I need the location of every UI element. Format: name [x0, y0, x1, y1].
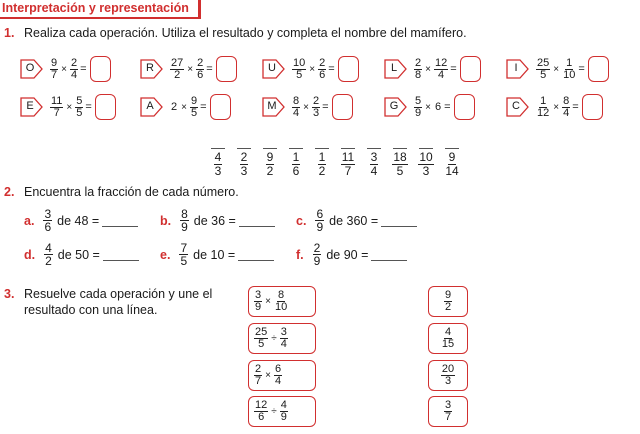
numerator: 3 — [370, 150, 378, 164]
answer-box[interactable] — [332, 94, 353, 120]
item-label: a. — [24, 213, 35, 228]
answer-key-fraction — [266, 151, 275, 178]
q3-number: 3. — [4, 287, 15, 301]
answer-box[interactable] — [588, 56, 609, 82]
operator: × — [303, 101, 309, 113]
denominator: 6 — [319, 68, 326, 81]
fraction-item — [160, 208, 275, 233]
numerator: 1 — [566, 56, 573, 69]
letter-label: R — [146, 62, 154, 74]
operand-fraction — [254, 400, 268, 423]
answer-box[interactable] — [90, 56, 111, 82]
result-fraction — [444, 290, 452, 313]
operator: × — [187, 63, 194, 75]
numerator: 3 — [255, 289, 262, 301]
blank-line — [289, 148, 303, 149]
answer-key-fraction — [341, 151, 355, 178]
numerator: 12 — [255, 399, 268, 411]
operand-fraction — [312, 96, 320, 119]
item-text: de 360 = — [329, 213, 379, 228]
result-card[interactable] — [428, 323, 468, 354]
answer-key-stack — [263, 148, 277, 178]
denominator: 5 — [190, 106, 198, 119]
answer-key-fraction — [418, 151, 433, 178]
letter-arrow-icon — [20, 58, 43, 80]
denominator: 14 — [445, 164, 459, 178]
numerator: 11 — [51, 94, 63, 107]
numerator: 11 — [341, 150, 355, 164]
numerator: 4 — [444, 326, 452, 338]
answer-key-fraction — [292, 151, 301, 178]
fraction-item — [296, 208, 417, 233]
answer-key-stack — [443, 148, 460, 178]
answer-key-cell — [387, 148, 413, 178]
letter-arrow-icon — [262, 58, 285, 80]
operand-fraction — [434, 58, 448, 81]
numerator: 9 — [266, 150, 274, 164]
answer-key-cell — [205, 148, 231, 178]
numerator: 18 — [393, 150, 407, 164]
numerator: 1 — [540, 94, 547, 107]
denominator: 7 — [53, 106, 60, 119]
result-card[interactable] — [428, 360, 468, 391]
operand-fraction — [196, 58, 204, 81]
item-label: e. — [160, 247, 171, 262]
denominator: 3 — [422, 164, 430, 178]
result-fraction — [441, 364, 455, 387]
answer-key-fraction — [370, 151, 379, 178]
answer-key-stack — [289, 148, 303, 178]
operation-card[interactable] — [248, 396, 316, 427]
item-text: de 90 = — [326, 247, 369, 262]
operation-item — [20, 93, 116, 121]
item-label: f. — [296, 247, 304, 262]
numerator: 10 — [293, 56, 306, 69]
operation-card[interactable] — [248, 323, 316, 354]
operand-fraction — [70, 58, 78, 81]
operation-item — [384, 93, 475, 121]
operation-item — [506, 55, 609, 83]
item-fraction — [179, 242, 188, 267]
answer-box[interactable] — [216, 56, 237, 82]
answer-key-cell — [361, 148, 387, 178]
fraction-item — [296, 242, 407, 267]
answer-key-stack — [367, 148, 381, 178]
denominator: 2 — [318, 164, 326, 178]
q3-instruction-line2: resultado con una línea. — [24, 303, 158, 317]
numerator: 2 — [313, 241, 321, 255]
numerator: 9 — [190, 94, 198, 107]
equals-sign: = — [450, 63, 457, 75]
denominator: 4 — [70, 68, 78, 81]
fraction-item — [160, 242, 274, 267]
denominator: 12 — [537, 106, 550, 119]
equals-sign: = — [80, 63, 87, 75]
operator: × — [61, 63, 67, 75]
denominator: 2 — [45, 254, 52, 268]
q1-answer-key — [205, 148, 465, 178]
answer-blank[interactable] — [238, 248, 274, 261]
blank-line — [211, 148, 225, 149]
operand-fraction — [536, 96, 550, 119]
blank-line — [367, 148, 381, 149]
denominator: 9 — [316, 220, 324, 234]
numerator: 9 — [51, 56, 58, 69]
result-card[interactable] — [428, 396, 468, 427]
operand-fraction — [280, 327, 288, 350]
numerator: 9 — [444, 289, 452, 301]
numerator: 3 — [44, 207, 52, 221]
operand-fraction — [50, 96, 63, 119]
equals-sign: = — [322, 101, 329, 113]
answer-box[interactable] — [582, 94, 603, 120]
operand-fraction — [414, 58, 422, 81]
numerator: 20 — [441, 363, 455, 375]
letter-label: O — [25, 62, 35, 74]
item-label: c. — [296, 213, 307, 228]
denominator: 4 — [563, 106, 570, 119]
denominator: 5 — [296, 68, 303, 81]
numerator: 27 — [171, 56, 184, 69]
denominator: 2 — [444, 301, 452, 313]
equals-sign: = — [572, 101, 579, 113]
answer-key-fraction — [240, 151, 249, 178]
answer-key-cell — [335, 148, 361, 178]
numerator: 8 — [293, 94, 300, 107]
answer-key-cell — [283, 148, 309, 178]
denominator: 6 — [197, 68, 204, 81]
operand-fraction — [562, 96, 570, 119]
denominator: 3 — [240, 164, 248, 178]
denominator: 4 — [438, 68, 445, 81]
numerator: 1 — [292, 150, 300, 164]
q2-number: 2. — [4, 185, 15, 199]
letter-arrow-icon — [506, 58, 529, 80]
numerator: 1 — [318, 150, 326, 164]
letter-label: C — [512, 100, 520, 112]
numerator: 25 — [537, 56, 550, 69]
operand-fraction — [254, 364, 262, 387]
letter-arrow-icon — [140, 96, 163, 118]
denominator: 5 — [396, 164, 404, 178]
operand-fraction — [254, 327, 268, 350]
letter-label: E — [26, 100, 34, 112]
answer-key-cell — [231, 148, 257, 178]
denominator: 5 — [76, 106, 83, 119]
result-fraction — [441, 327, 455, 350]
result-fraction — [444, 400, 452, 423]
operand-fraction — [280, 400, 288, 423]
numerator: 8 — [181, 207, 188, 221]
numerator: 6 — [274, 363, 282, 375]
denominator: 10 — [274, 301, 288, 313]
q2-instruction: Encuentra la fracción de cada número. — [24, 185, 239, 199]
numerator: 4 — [280, 399, 287, 411]
operand-fraction — [274, 364, 282, 387]
answer-key-stack — [391, 148, 408, 178]
denominator: 6 — [292, 164, 300, 178]
denominator: 9 — [181, 220, 188, 234]
denominator: 4 — [370, 164, 378, 178]
answer-box[interactable] — [454, 94, 475, 120]
answer-key-fraction — [318, 151, 327, 178]
answer-box[interactable] — [210, 94, 231, 120]
answer-key-stack — [417, 148, 434, 178]
numerator: 3 — [444, 399, 452, 411]
fraction-item — [24, 242, 139, 267]
section-header — [0, 0, 201, 19]
numerator: 25 — [255, 326, 268, 338]
item-label: b. — [160, 213, 172, 228]
result-card[interactable] — [428, 286, 468, 317]
letter-label: L — [390, 62, 398, 74]
letter-arrow-icon — [384, 96, 407, 118]
operation-item — [140, 93, 231, 121]
operand-fraction — [292, 96, 300, 119]
q1-instruction: Realiza cada operación. Utiliza el resultado y completa el nombre del mamífero. — [24, 26, 467, 40]
item-fraction — [180, 208, 189, 233]
blank-line — [445, 148, 459, 149]
blank-line — [263, 148, 277, 149]
operator: × — [425, 101, 431, 113]
whole-number: 6 — [434, 101, 442, 113]
numerator: 2 — [197, 56, 204, 69]
numerator: 4 — [214, 150, 222, 164]
answer-blank[interactable] — [371, 248, 407, 261]
item-label: d. — [24, 247, 36, 262]
denominator: 9 — [313, 254, 321, 268]
equals-sign: = — [444, 101, 451, 113]
equals-sign: = — [85, 101, 92, 113]
operation-card[interactable] — [248, 360, 316, 391]
operator: × — [553, 63, 560, 75]
operand-fraction — [190, 96, 198, 119]
operation-item — [140, 55, 237, 83]
denominator: 7 — [255, 375, 262, 387]
denominator: 2 — [266, 164, 274, 178]
numerator: 3 — [280, 326, 287, 338]
answer-key-cell — [257, 148, 283, 178]
answer-blank[interactable] — [103, 248, 139, 261]
operation-item — [262, 93, 353, 121]
denominator: 4 — [293, 106, 300, 119]
denominator: 9 — [255, 301, 262, 313]
operand-fraction — [414, 96, 422, 119]
numerator: 2 — [415, 56, 422, 69]
numerator: 8 — [278, 289, 285, 301]
denominator: 7 — [51, 68, 58, 81]
answer-blank[interactable] — [239, 214, 275, 227]
operator: × — [309, 63, 316, 75]
denominator: 9 — [415, 106, 422, 119]
numerator: 8 — [563, 94, 570, 107]
denominator: 9 — [280, 411, 287, 423]
equals-sign: = — [328, 63, 335, 75]
denominator: 5 — [540, 68, 547, 81]
item-text: de 10 = — [193, 247, 236, 262]
operator: ÷ — [271, 406, 277, 417]
answer-key-stack — [315, 148, 329, 178]
operand-fraction — [292, 58, 306, 81]
numerator: 4 — [45, 241, 52, 255]
answer-key-stack — [237, 148, 251, 178]
letter-arrow-icon — [384, 58, 407, 80]
item-text: de 48 = — [57, 213, 100, 228]
item-text: de 50 = — [57, 247, 100, 262]
q3-instruction-line1: Resuelve cada operación y une el — [24, 287, 213, 301]
section-title: Interpretación y representación — [2, 1, 189, 15]
operand-fraction — [562, 58, 576, 81]
numerator: 12 — [434, 56, 448, 69]
item-fraction — [315, 208, 324, 233]
equals-sign: = — [578, 63, 585, 75]
denominator: 3 — [444, 375, 452, 387]
denominator: 7 — [344, 164, 352, 178]
denominator: 2 — [174, 68, 181, 81]
item-fraction — [43, 208, 52, 233]
numerator: 7 — [180, 241, 188, 255]
operator: ÷ — [271, 333, 277, 344]
numerator: 6 — [316, 207, 324, 221]
q1-number: 1. — [4, 26, 15, 40]
operation-item — [262, 55, 359, 83]
denominator: 7 — [444, 411, 452, 423]
answer-key-fraction — [444, 151, 459, 178]
letter-label: A — [146, 100, 154, 112]
numerator: 2 — [312, 94, 320, 107]
operand-fraction — [318, 58, 326, 81]
answer-blank[interactable] — [381, 214, 417, 227]
answer-blank[interactable] — [102, 214, 138, 227]
letter-label: U — [268, 62, 276, 74]
operator: × — [265, 370, 271, 381]
item-text: de 36 = — [193, 213, 236, 228]
denominator: 4 — [280, 338, 287, 350]
denominator: 8 — [415, 68, 422, 81]
operand-fraction — [254, 290, 262, 313]
operand-fraction — [75, 96, 83, 119]
operand-fraction — [536, 58, 550, 81]
numerator: 5 — [76, 94, 83, 107]
answer-box[interactable] — [95, 94, 116, 120]
denominator: 10 — [563, 68, 576, 81]
operation-item — [20, 55, 111, 83]
answer-key-fraction — [392, 151, 407, 178]
letter-arrow-icon — [506, 96, 529, 118]
operator: × — [181, 101, 187, 113]
answer-key-stack — [211, 148, 225, 178]
denominator: 6 — [44, 220, 52, 234]
numerator: 2 — [240, 150, 248, 164]
denominator: 3 — [214, 164, 222, 178]
letter-label: M — [267, 100, 277, 112]
answer-key-stack — [340, 148, 356, 178]
equals-sign: = — [206, 63, 213, 75]
answer-key-cell — [309, 148, 335, 178]
numerator: 2 — [70, 56, 78, 69]
answer-box[interactable] — [338, 56, 359, 82]
numerator: 10 — [419, 150, 433, 164]
operand-fraction — [274, 290, 288, 313]
denominator: 5 — [258, 338, 265, 350]
denominator: 3 — [312, 106, 320, 119]
numerator: 5 — [415, 94, 422, 107]
operator: × — [425, 63, 431, 75]
answer-box[interactable] — [460, 56, 481, 82]
equals-sign: = — [200, 101, 207, 113]
blank-line — [393, 148, 407, 149]
whole-number: 2 — [171, 101, 178, 113]
blank-line — [315, 148, 329, 149]
denominator: 4 — [274, 375, 282, 387]
operation-item — [506, 93, 603, 121]
operator: × — [265, 296, 271, 307]
numerator: 2 — [255, 363, 262, 375]
blank-line — [419, 148, 433, 149]
answer-key-cell — [439, 148, 465, 178]
blank-line — [237, 148, 251, 149]
fraction-item — [24, 208, 138, 233]
blank-line — [341, 148, 355, 149]
operation-item — [384, 55, 481, 83]
operator: × — [553, 101, 560, 113]
item-fraction — [313, 242, 322, 267]
letter-arrow-icon — [20, 96, 43, 118]
denominator: 15 — [441, 338, 455, 350]
numerator: 2 — [319, 56, 326, 69]
operand-fraction — [170, 58, 184, 81]
operator: × — [66, 101, 73, 113]
letter-label: G — [389, 100, 399, 112]
answer-key-fraction — [214, 151, 223, 178]
denominator: 6 — [258, 411, 265, 423]
letter-arrow-icon — [140, 58, 163, 80]
operand-fraction — [50, 58, 58, 81]
item-fraction — [44, 242, 53, 267]
answer-key-cell — [413, 148, 439, 178]
letter-label: I — [514, 62, 518, 74]
numerator: 9 — [448, 150, 456, 164]
letter-arrow-icon — [262, 96, 285, 118]
operation-card[interactable] — [248, 286, 316, 317]
denominator: 5 — [180, 254, 188, 268]
